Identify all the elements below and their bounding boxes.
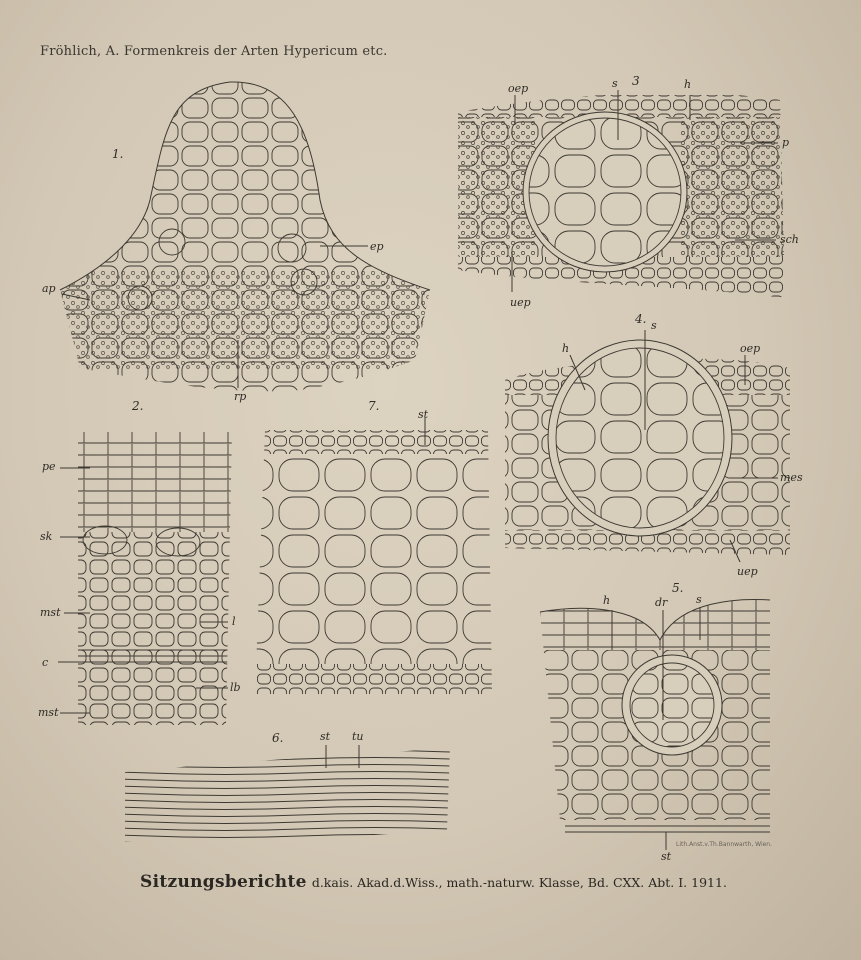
figure-4-label-s: s: [651, 319, 657, 332]
figure-5: [535, 599, 775, 850]
figure-5-number: 5.: [672, 581, 684, 595]
figure-4: [500, 330, 795, 562]
figure-5-label-h: h: [603, 594, 611, 607]
figure-3-label-h: h: [684, 78, 692, 91]
figure-1-number: 1.: [112, 147, 124, 161]
figure-2-label-mst-lower: mst: [38, 706, 59, 719]
figure-1-label-ep: ep: [370, 240, 384, 253]
figure-5-label-dr: dr: [655, 596, 668, 609]
figure-7-label-st: st: [418, 408, 429, 421]
figure-2-label-mst: mst: [40, 606, 61, 619]
figure-2-label-sk: sk: [40, 530, 53, 543]
figure-3-label-s: s: [612, 77, 618, 90]
figure-6: [120, 745, 455, 845]
figure-2-label-pe: pe: [42, 460, 56, 473]
figure-5-label-st: st: [661, 850, 672, 863]
figure-3-number: 3: [632, 74, 640, 88]
figure-1: [55, 75, 435, 395]
figure-2-number: 2.: [132, 399, 144, 413]
figure-2-label-c: c: [42, 656, 49, 669]
figure-6-number: 6.: [272, 731, 284, 745]
figure-2-label-lb: lb: [230, 681, 241, 694]
figure-3-label-p: p: [782, 136, 790, 149]
figure-6-label-st: st: [320, 730, 331, 743]
figure-6-label-tu: tu: [352, 730, 364, 743]
figure-2-label-l: l: [232, 615, 236, 628]
lithographer-imprint: Lith.Anst.v.Th.Bannwarth, Wien.: [676, 841, 773, 848]
figure-1-label-rp: rp: [234, 390, 247, 403]
figure-3-label-oep: oep: [508, 82, 529, 95]
figure-7: [255, 418, 495, 694]
plate-footer-caption: [140, 872, 727, 892]
figure-3-label-uep: uep: [510, 296, 531, 309]
figure-2: [58, 432, 232, 725]
figure-4-label-uep: uep: [737, 565, 758, 578]
figure-3-label-sch: sch: [780, 233, 799, 246]
figure-4-label-h: h: [562, 342, 570, 355]
figure-4-label-mes: mes: [780, 471, 803, 484]
figure-7-number: 7.: [368, 399, 380, 413]
figure-4-label-oep: oep: [740, 342, 761, 355]
footer-journal-details: d.kais. Akad.d.Wiss., math.-naturw. Klasse, Bd. CXX. Abt. I. 1911.: [311, 875, 727, 890]
figure-1-label-ap: ap: [42, 282, 56, 295]
figure-5-label-s: s: [696, 593, 702, 606]
footer-journal-name: Sitzungsberichte: [140, 872, 307, 892]
plate-header-title: Fröhlich, A. Formenkreis der Arten Hypericum etc.: [40, 44, 388, 59]
figure-4-number: 4.: [635, 312, 647, 326]
figure-3: [455, 90, 790, 297]
